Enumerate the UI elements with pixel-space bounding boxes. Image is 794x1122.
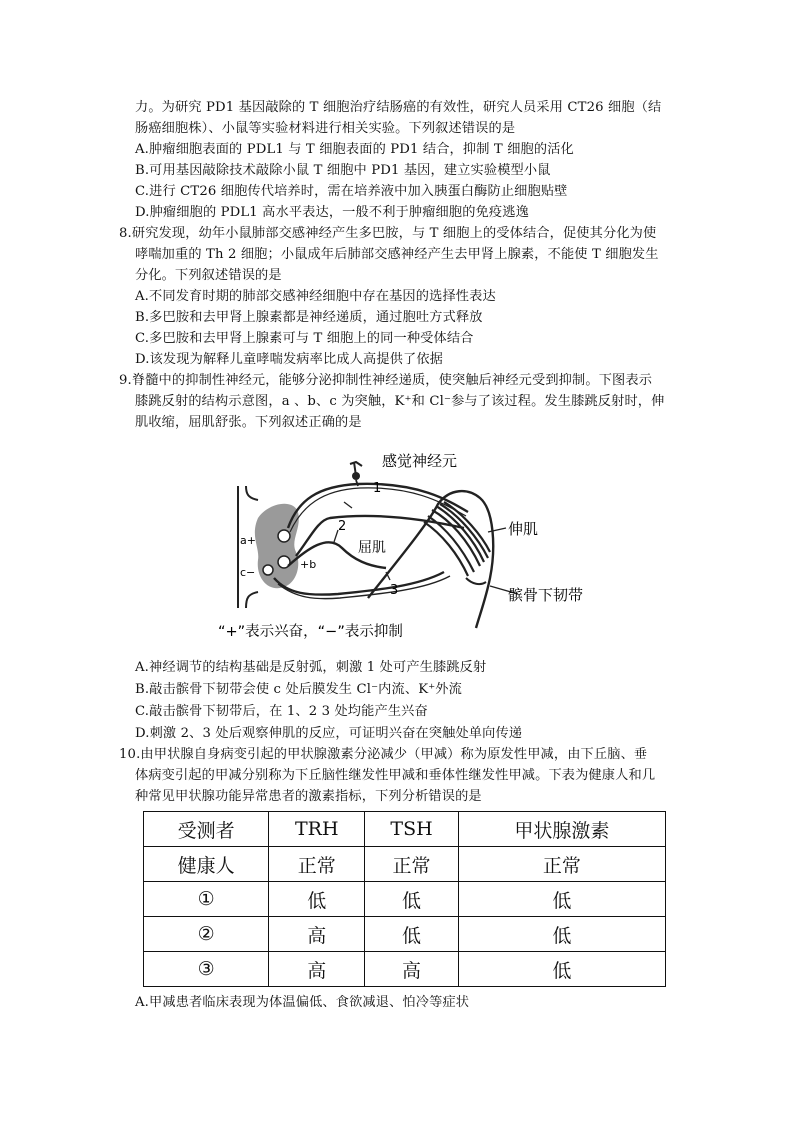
table-row [144,952,666,987]
q9-line-3: 肌收缩，屈肌舒张。下列叙述正确的是 [135,415,362,430]
label-3: 3 [390,583,399,598]
label-sensory-neuron: 感觉神经元 [382,452,458,470]
table-cell: 低 [458,882,665,917]
label-1: 1 [373,481,382,496]
label-flexor: 屈肌 [358,540,386,556]
table-cell: 低 [269,882,365,917]
q8-option-a: A.不同发育时期的肺部交感神经细胞中存在基因的选择性表达 [135,289,496,304]
q7-option-d: D.肿瘤细胞的 PDL1 高水平表达，一般不利于肿瘤细胞的免疫逃逸 [135,205,529,220]
label-extensor: 伸肌 [508,520,539,538]
table-row [144,847,666,882]
table-cell: ① [144,882,269,917]
label-2: 2 [338,519,347,534]
q7-option-a: A.肿瘤细胞表面的 PDL1 与 T 细胞表面的 PD1 结合，抑制 T 细胞的活化 [135,142,574,157]
q9-line-1: 9.脊髓中的抑制性神经元，能够分泌抑制性神经递质，使突触后神经元受到抑制。下图表示 [119,373,653,388]
q7-line-1: 力。为研究 PD1 基因敲除的 T 细胞治疗结肠癌的有效性，研究人员采用 CT26 细胞（结 [135,100,662,115]
label-synapse-b: +b [300,558,317,571]
table-cell: 低 [458,952,665,987]
synapse-a-neuron [278,530,290,542]
q9-option-c: C.敲击髌骨下韧带后，在 1、2 3 处均能产生兴奋 [135,704,428,719]
knee-jerk-reflex-diagram [218,448,598,644]
q8-option-b: B.多巴胺和去甲肾上腺素都是神经递质，通过胞吐方式释放 [135,310,483,325]
header-subject: 受测者 [144,812,269,847]
q8-option-c: C.多巴胺和去甲肾上腺素可与 T 细胞上的同一种受体结合 [135,331,474,346]
table-cell: 低 [365,882,458,917]
q9-option-a: A.神经调节的结构基础是反射弧，刺激 1 处可产生膝跳反射 [135,660,487,675]
q7-line-2: 肠癌细胞株）、小鼠等实验材料进行相关实验。下列叙述错误的是 [135,121,516,136]
leg-outline [368,491,493,628]
q7-option-c: C.进行 CT26 细胞传代培养时，需在培养液中加入胰蛋白酶防止细胞贴壁 [135,184,568,199]
table-cell: 正常 [365,847,458,882]
patellar-ligament [466,578,486,584]
q9-option-d: D.刺激 2、3 处后观察伸肌的反应，可证明兴奋在突触处单向传递 [135,726,523,741]
hormone-table [143,811,666,987]
table-row [144,917,666,952]
q9-line-2: 膝跳反射的结构示意图，a 、b、c 为突触，K⁺和 Cl⁻参与了该过程。发生膝跳反射时，伸 [135,394,665,409]
fiber-3 [274,572,444,595]
table-cell: ② [144,917,269,952]
label-ligament: 髌骨下韧带 [508,586,584,604]
q8-line-2: 哮喘加重的 Th 2 细胞；小鼠成年后肺部交感神经产生去甲肾上腺素，不能使 T 细胞发生 [135,247,659,262]
q10-option-a: A.甲减患者临床表现为体温偏低、食欲减退、怕冷等症状 [135,995,470,1010]
q9-option-b: B.敲击髌骨下韧带会使 c 处后膜发生 Cl⁻内流、K⁺外流 [135,682,462,697]
synapse-c-neuron [263,565,273,575]
q8-option-d: D.该发现为解释儿童哮喘发病率比成人高提供了依据 [135,352,444,367]
q10-line-1: 10.由甲状腺自身病变引起的甲状腺激素分泌减少（甲减）称为原发性甲减，由下丘脑、垂 [119,747,648,762]
table-cell: 高 [269,917,365,952]
figure-legend: “+”表示兴奋，“−”表示抑制 [218,624,403,640]
table-cell: 正常 [269,847,365,882]
q10-line-2: 体病变引起的甲减分别称为下丘脑性继发性甲减和垂体性继发性甲减。下表为健康人和几 [135,768,656,783]
table-cell: 高 [269,952,365,987]
table-cell: 健康人 [144,847,269,882]
table-cell: 高 [365,952,458,987]
q8-line-3: 分化。下列叙述错误的是 [135,268,282,283]
table-cell: 正常 [458,847,665,882]
table-row [144,882,666,917]
table-cell: ③ [144,952,269,987]
table-cell: 低 [365,917,458,952]
label-synapse-a: a+ [240,534,256,547]
q7-option-b: B.可用基因敲除技术敲除小鼠 T 细胞中 PD1 基因，建立实验模型小鼠 [135,163,551,178]
header-trh: TRH [269,812,365,847]
table-header-row [144,812,666,847]
q8-line-1: 8.研究发现，幼年小鼠肺部交感神经产生多巴胺，与 T 细胞上的受体结合，促使其分化为使 [119,226,657,241]
table-cell: 低 [458,917,665,952]
header-tsh: TSH [365,812,458,847]
header-thyroid-hormone: 甲状腺激素 [458,812,665,847]
label-synapse-c: c− [240,566,256,579]
q10-line-3: 种常见甲状腺功能异常患者的激素指标，下列分析错误的是 [135,789,482,804]
